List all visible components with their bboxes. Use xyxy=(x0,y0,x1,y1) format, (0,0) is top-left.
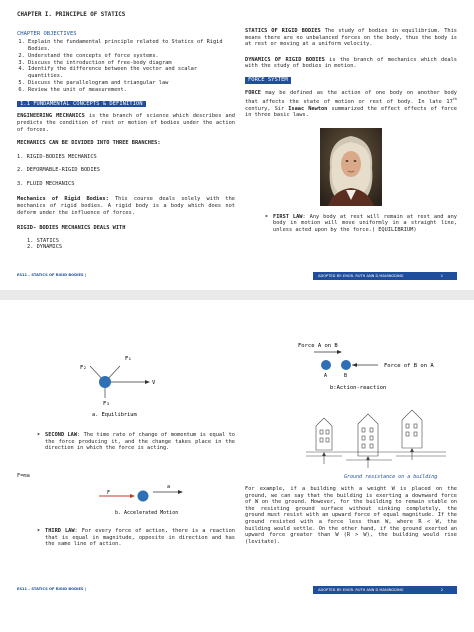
equil-label-v: V xyxy=(152,380,156,386)
footer-course: ES11 – STATICS OF RIGID BODIES | xyxy=(17,273,87,277)
dynamics-term: DYNAMICS OF RIGID BODIES xyxy=(245,56,325,63)
footer-author: ADOPTED BY: ENGR. RUTH ANN D MANINGDING xyxy=(318,273,404,278)
objective-item: 4. Identify the difference between the vector and scalar quantities. xyxy=(28,66,235,79)
mrb-paragraph xyxy=(17,196,235,216)
bullet-arrow-icon: ➤ xyxy=(37,528,41,534)
force-superscript: th xyxy=(452,97,457,102)
mrb-term: Mechanics of Rigid Bodies: xyxy=(17,196,109,203)
objectives-list xyxy=(28,39,235,93)
footer-author: ADOPTED BY: ENGR. RUTH ANN D MANINGDING xyxy=(318,587,404,592)
eng-mech-term: ENGINEERING MECHANICS xyxy=(17,113,85,120)
third-law-term: THIRD LAW xyxy=(45,528,75,534)
equil-label-f1: F₁ xyxy=(125,356,132,362)
statics-term: STATICS OF RIGID BODIES xyxy=(245,28,321,34)
rbm-item: 2. DYNAMICS xyxy=(27,244,63,251)
dynamics-paragraph xyxy=(245,57,457,70)
mrb-definition: This course deals solely with the mechanics of rigid bodies. A rigid body is a body which does not deform under the influence of forces. xyxy=(17,196,235,216)
objectives-heading: CHAPTER OBJECTIVES xyxy=(17,30,77,37)
page1-left-column xyxy=(17,12,235,251)
branch-item: 3. FLUID MECHANICS xyxy=(17,180,75,187)
section-heading-bar: 1.1 FUNDAMENTAL CONCEPTS & DEFINITION xyxy=(17,101,146,108)
first-law xyxy=(245,214,457,234)
equil-caption: a. Equilibrium xyxy=(92,412,137,418)
label-a: A xyxy=(324,373,328,379)
page2-footer xyxy=(17,586,457,594)
page2-left-column xyxy=(17,300,235,580)
eng-mech-paragraph xyxy=(17,113,235,133)
branch-item: 2. DEFORMABLE-RIGID BODIES xyxy=(17,167,100,174)
page-gap xyxy=(0,290,474,300)
page2-right-column xyxy=(245,300,457,580)
first-law-paragraph xyxy=(273,214,457,234)
force-definition-part: summarized the effect effects of force in three basic laws. xyxy=(245,105,457,119)
footer-course: ES11 – STATICS OF RIGID BODIES | xyxy=(17,587,87,591)
statics-definition: The study of bodies in equilibrium. This means there are no unbalanced forces on the body, thus the body is at rest or moving at a uniform velocity. xyxy=(245,28,457,48)
accel-caption: b. Accelerated Motion xyxy=(115,510,179,516)
force-b-on-a-label: Force of B on A xyxy=(384,363,434,369)
objective-item: 2. Understand the concepts of force systems. xyxy=(28,53,235,60)
first-law-term: FIRST LAW xyxy=(273,213,303,220)
page-1 xyxy=(0,0,474,290)
footer-author-bar xyxy=(313,272,457,280)
page1-right-column xyxy=(245,28,457,233)
second-law-paragraph xyxy=(45,432,235,452)
action-reaction-caption: b:Action-reaction xyxy=(330,385,387,391)
newton-name: Isaac Newton xyxy=(288,105,328,112)
force-term: FORCE xyxy=(245,89,261,96)
newton-portrait xyxy=(320,128,382,206)
third-law xyxy=(17,528,235,548)
rbm-item: 1. STATICS xyxy=(27,237,59,244)
formula: F=ma xyxy=(17,473,30,479)
equil-label-f3: F₃ xyxy=(103,401,110,407)
third-law-definition: : For every force of action, there is a reaction that is equal in magnitude, opposite in direction and has the same line of action. xyxy=(45,528,235,548)
bullet-arrow-icon: ➤ xyxy=(37,432,41,438)
example-paragraph: For example, if a building with a weight W is placed on the ground, we can say that the building is exerting a downward force of W on the ground. However, for the building to remain stable on the resisting ground surface without sinking completely, the ground must resist with an upward force of equal magnitude. If the ground resisted with a force less than W, where R < W, the building would settle. On the other hand, if the ground exerted an upward force greater than W (R > W), the building would rise (levitate). xyxy=(245,486,457,545)
label-b: B xyxy=(344,373,348,379)
first-law-definition: : Any body at rest will remain at rest and any body in motion will move uniformly in a straight line, unless acted upon by the force.( EQUILIBRIUM) xyxy=(273,213,457,233)
equil-label-f2: F₂ xyxy=(80,365,87,371)
second-law xyxy=(17,432,235,452)
statics-paragraph xyxy=(245,28,457,48)
eng-mech-definition: is the branch of science which describes and predicts the condition of rest or motion of bodies under the action of forces. xyxy=(17,113,235,133)
dynamics-definition: is the branch of mechanics which deals with the study of bodies in motion. xyxy=(245,56,457,70)
accel-label-a: a xyxy=(167,484,171,490)
second-law-term: SECOND LAW xyxy=(45,432,78,438)
chapter-title: CHAPTER I. PRINCIPLE OF STATICS xyxy=(17,12,126,18)
rbm-list xyxy=(27,238,235,251)
page-number: 1 xyxy=(440,273,443,278)
second-law-definition: : The time rate of change of momentum is equal to the force producing it, and the change takes place in the direction in which the force is acting. xyxy=(45,432,235,452)
force-definition-part: may be defined as the action of one body on another body that affects the state of motion or rest of body. In late 17 xyxy=(245,89,457,105)
force-system-bar: FORCE SYSTEM xyxy=(245,77,291,84)
bullet-arrow-icon: ➤ xyxy=(265,213,269,220)
branch-item: 1. RIGID-BODIES MECHANICS xyxy=(17,153,97,160)
rbm-heading: RIGID- BODIES MECHANICS DEALS WITH xyxy=(17,225,126,232)
force-definition-part: century, Sir xyxy=(245,105,289,112)
third-law-paragraph xyxy=(45,528,235,548)
force-a-on-b-label: Force A on B xyxy=(298,343,338,349)
page1-footer xyxy=(17,272,457,280)
ground-caption: Ground resistance on a building xyxy=(344,474,438,480)
objective-item: 3. Discuss the introduction of free-body diagram xyxy=(28,60,235,67)
objective-item: 5. Discuss the parallelogram and triangular law xyxy=(28,80,235,87)
objective-item: 6. Review the unit of measurement. xyxy=(28,87,235,94)
accelerated-motion-diagram xyxy=(95,484,215,518)
page-2 xyxy=(0,300,474,632)
branches-heading: MECHANICS CAN BE DIVIDED INTO THREE BRANCHES: xyxy=(17,140,161,147)
footer-author-bar xyxy=(313,586,457,594)
objective-item: 1. Explain the fundamental principle related to Statics of Rigid Bodies. xyxy=(28,39,235,52)
page-number: 2 xyxy=(440,587,443,592)
accel-label-f: F xyxy=(107,490,111,496)
force-paragraph xyxy=(245,90,457,119)
